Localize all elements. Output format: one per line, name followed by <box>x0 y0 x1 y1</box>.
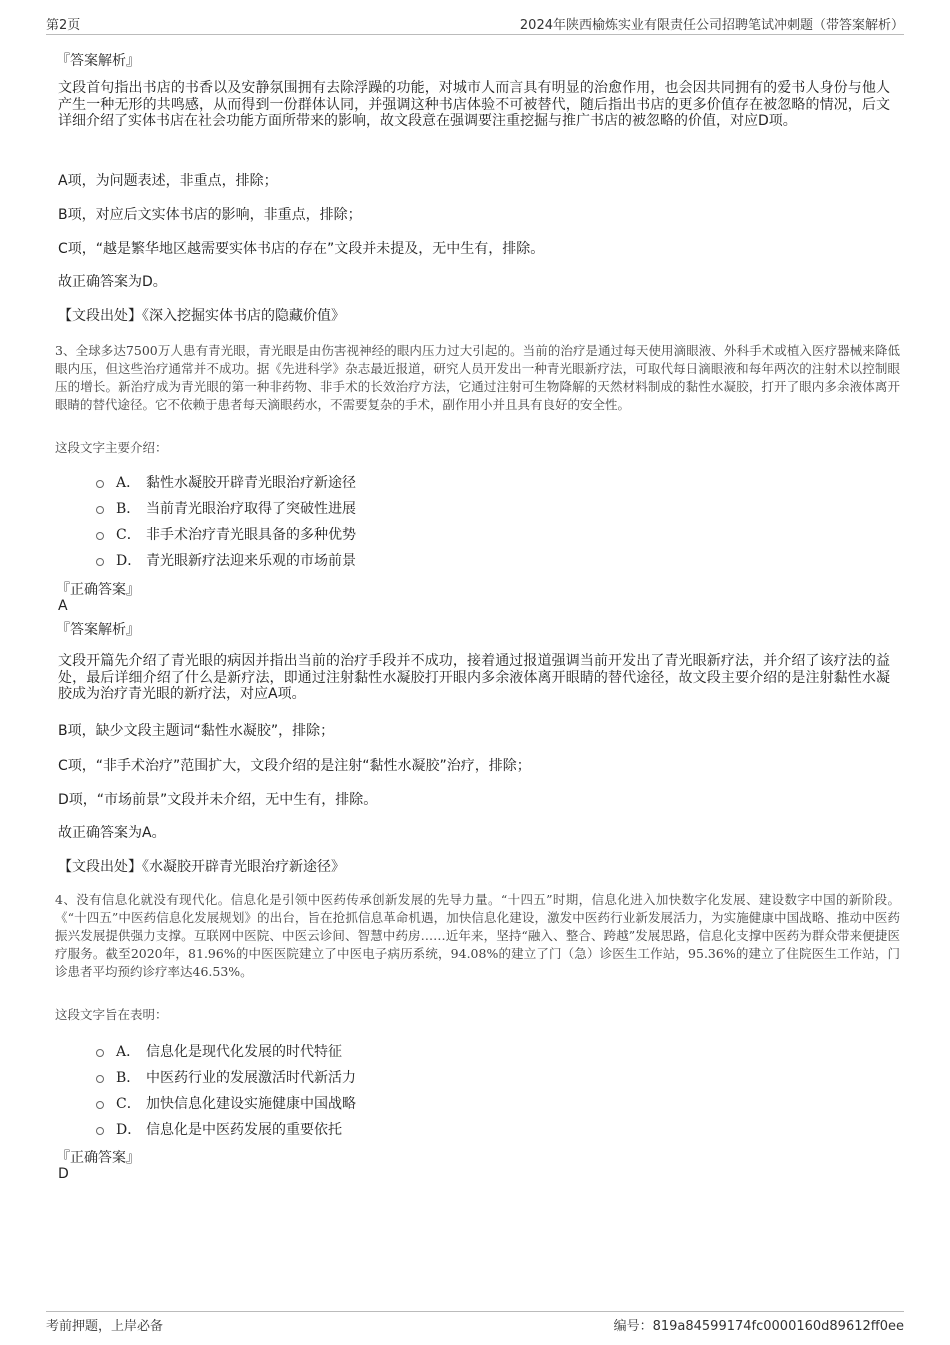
option-text: 青光眼新疗法迎来乐观的市场前景 <box>146 553 356 569</box>
q2-conclusion: 故正确答案为D。 <box>58 274 167 290</box>
q2-analysis-label: 『答案解析』 <box>56 53 140 69</box>
option-letter: D． <box>116 553 142 569</box>
q3-option-c-analysis: C项，“非手术治疗”范围扩大，文段介绍的是注射“黏性水凝胶”治疗，排除； <box>58 758 531 774</box>
option-text: 信息化是中医药发展的重要依托 <box>146 1122 342 1138</box>
option-letter: A． <box>116 1044 141 1060</box>
q2-source: 【文段出处】《深入挖掘实体书店的隐藏价值》 <box>58 308 345 324</box>
q4-question: 这段文字旨在表明： <box>55 1007 168 1022</box>
radio-icon[interactable] <box>96 1049 104 1057</box>
radio-icon[interactable] <box>96 1075 104 1083</box>
option-text: 加快信息化建设实施健康中国战略 <box>146 1096 356 1112</box>
q2-analysis: 文段首句指出书店的书香以及安静氛围拥有去除浮躁的功能，对城市人而言具有明显的治愈作用，也会因共同拥有的爱书人身份与他人产生一种无形的共鸣感，从而得到一份群体认同，并强调这种书店体验不可被替代，随后指出书店的更多价值存在被忽略的情况，后文详细介绍了实体书店在社会功能方面所带来的影响，故文段意在强调要注重挖掘与推广书店的被忽略的价值，对应D项。 <box>58 80 890 129</box>
q3-option-a[interactable] <box>96 472 356 492</box>
q4-answer: D <box>58 1166 69 1182</box>
radio-icon[interactable] <box>96 1127 104 1135</box>
radio-icon[interactable] <box>96 532 104 540</box>
document-id: 编号：819a84599174fc0000160d89612ff0ee <box>613 1319 904 1334</box>
q3-conclusion: 故正确答案为A。 <box>58 825 166 841</box>
document-title: 2024年陕西榆炼实业有限责任公司招聘笔试冲刺题（带答案解析） <box>519 18 904 33</box>
q3-analysis: 文段开篇先介绍了青光眼的病因并指出当前的治疗手段并不成功，接着通过报道强调当前开发出了青光眼新疗法，并介绍了该疗法的益处，最后详细介绍了什么是新疗法，即通过注射黏性水凝胶打开眼内多余液体离开眼睛的替代途径，故文段主要介绍的是注射黏性水凝胶成为治疗青光眼的新疗法，对应A项。 <box>58 653 890 702</box>
q3-option-d[interactable] <box>96 550 356 570</box>
radio-icon[interactable] <box>96 1101 104 1109</box>
option-text: 信息化是现代化发展的时代特征 <box>146 1044 342 1060</box>
page-footer <box>46 1311 904 1334</box>
radio-icon[interactable] <box>96 506 104 514</box>
option-letter: B． <box>116 501 141 517</box>
q4-answer-label: 『正确答案』 <box>56 1150 140 1166</box>
q4-option-c[interactable] <box>96 1093 356 1113</box>
q3-stem: 3、全球多达7500万人患有青光眼，青光眼是由伤害视神经的眼内压力过大引起的。当前的治疗是通过每天使用滴眼液、外科手术或植入医疗器械来降低眼内压，但这些治疗通常并不成功。据《先进科学》杂志最近报道，研究人员开发出一种青光眼新疗法，可取代每日滴眼液和每年两次的注射术以控制眼压的增长。新治疗成为青光眼的第一种非药物、非手术的长效治疗方法，它通过注射可生物降解的天然材料制成的黏性水凝胶，打开了眼内多余液体离开眼睛的替代途径。它不依赖于患者每天滴眼药水，不需要复杂的手术，副作用小并且具有良好的安全性。 <box>55 343 900 412</box>
option-text: 黏性水凝胶开辟青光眼治疗新途径 <box>146 475 356 491</box>
option-letter: B． <box>116 1070 141 1086</box>
option-text: 中医药行业的发展激活时代新活力 <box>146 1070 356 1086</box>
page-header <box>46 14 904 35</box>
option-letter: C． <box>116 1096 141 1112</box>
q2-option-b-analysis: B项，对应后文实体书店的影响，非重点，排除； <box>58 207 362 223</box>
option-text: 当前青光眼治疗取得了突破性进展 <box>146 501 356 517</box>
option-letter: A． <box>116 475 141 491</box>
footer-slogan: 考前押题，上岸必备 <box>46 1319 164 1334</box>
q2-option-c-analysis: C项，“越是繁华地区越需要实体书店的存在”文段并未提及，无中生有，排除。 <box>58 241 545 257</box>
q3-answer: A <box>58 598 68 614</box>
page-number: 第2页 <box>46 18 81 33</box>
q3-option-b-analysis: B项，缺少文段主题词“黏性水凝胶”，排除； <box>58 723 335 739</box>
option-text: 非手术治疗青光眼具备的多种优势 <box>146 527 356 543</box>
q3-option-b[interactable] <box>96 498 356 518</box>
option-letter: C． <box>116 527 141 543</box>
q3-option-d-analysis: D项，“市场前景”文段并未介绍，无中生有，排除。 <box>58 792 378 808</box>
q4-stem: 4、没有信息化就没有现代化。信息化是引领中医药传承创新发展的先导力量。“十四五”时期，信息化进入加快数字化发展、建设数字中国的新阶段。《“十四五”中医药信息化发展规划》的出台，旨在抢抓信息革命机遇，加快信息化建设，激发中医药行业新发展活力，为实施健康中国战略、推动中医药振兴发展提供强力支撑。互联网中医院、中医云诊间、智慧中药房……近年来，坚持“融入、整合、跨越”发展思路，信息化支撑中医药为群众带来便捷医疗服务。截至2020年，81.96%的中医医院建立了中医电子病历系统，94.08%的建立了门（急）诊医生工作站，95.36%的建立了住院医生工作站，门诊患者平均预约诊疗率达46.53%。 <box>55 892 900 979</box>
q3-analysis-label: 『答案解析』 <box>56 622 140 638</box>
radio-icon[interactable] <box>96 558 104 566</box>
q4-option-a[interactable] <box>96 1041 342 1061</box>
q2-option-a-analysis: A项，为问题表述，非重点，排除； <box>58 173 278 189</box>
q4-option-b[interactable] <box>96 1067 356 1087</box>
q4-option-d[interactable] <box>96 1119 342 1139</box>
q3-question: 这段文字主要介绍： <box>55 440 168 455</box>
radio-icon[interactable] <box>96 480 104 488</box>
option-letter: D． <box>116 1122 142 1138</box>
q3-answer-label: 『正确答案』 <box>56 582 140 598</box>
q3-option-c[interactable] <box>96 524 356 544</box>
q3-source: 【文段出处】《水凝胶开辟青光眼治疗新途径》 <box>58 859 345 875</box>
